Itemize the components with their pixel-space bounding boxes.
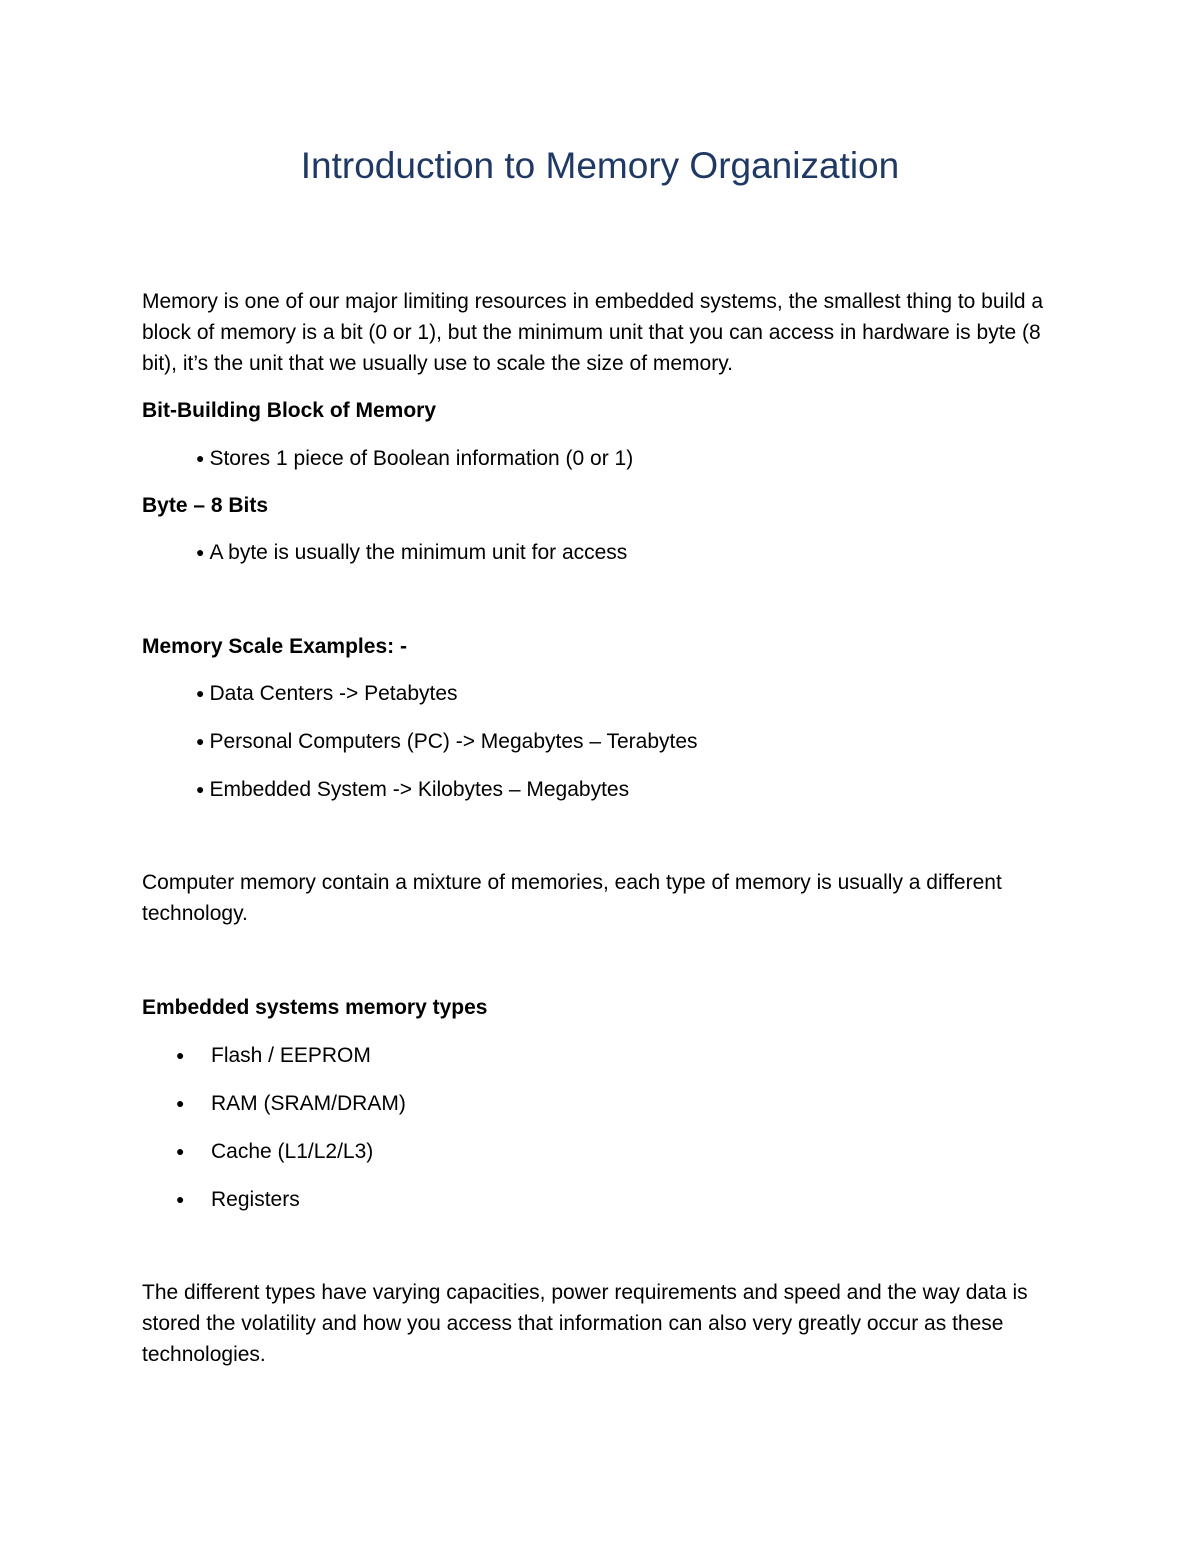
- byte-list-item: [196, 537, 627, 568]
- types-list-item: [176, 1184, 300, 1215]
- types-list-item: [176, 1136, 373, 1167]
- list-item-text: Personal Computers (PC) -> Megabytes – Terabytes: [209, 730, 698, 753]
- closing-paragraph: The different types have varying capacities, power requirements and speed and the way data is stored the volatility and how you access that information can also very greatly occur as these technologies.: [142, 1281, 1028, 1366]
- types-heading: Embedded systems memory types: [142, 996, 488, 1019]
- bullet-icon: ●: [196, 685, 205, 701]
- mixture-paragraph: Computer memory contain a mixture of memories, each type of memory is usually a different technology.: [142, 871, 1002, 925]
- bullet-icon: ●: [176, 1143, 185, 1159]
- list-item-text: Embedded System -> Kilobytes – Megabytes: [209, 778, 630, 801]
- document-title: Introduction to Memory Organization: [300, 145, 900, 186]
- byte-heading: Byte – 8 Bits: [142, 494, 269, 517]
- list-item-text: A byte is usually the minimum unit for access: [209, 541, 628, 564]
- bullet-icon: ●: [196, 781, 205, 797]
- scale-heading: Memory Scale Examples: -: [142, 635, 407, 658]
- bit-heading: Bit-Building Block of Memory: [142, 399, 436, 422]
- bit-list-item: [196, 443, 633, 474]
- list-item-text: RAM (SRAM/DRAM): [211, 1092, 406, 1115]
- list-item-text: Stores 1 piece of Boolean information (0 or 1): [209, 447, 634, 470]
- types-list-item: [176, 1040, 371, 1071]
- bullet-icon: ●: [196, 733, 205, 749]
- intro-paragraph: Memory is one of our major limiting resources in embedded systems, the smallest thing to build a block of memory is a bit (0 or 1), but the minimum unit that you can access in hardware is byte (8 bit), it’s the unit that we usually use to scale the size of memory.: [142, 290, 1044, 375]
- types-list-item: [176, 1088, 406, 1119]
- bullet-icon: ●: [196, 544, 205, 560]
- scale-list-item: [196, 678, 458, 709]
- bullet-icon: ●: [176, 1191, 185, 1207]
- bullet-icon: ●: [176, 1047, 185, 1063]
- scale-list-item: [196, 726, 698, 757]
- bullet-icon: ●: [176, 1095, 185, 1111]
- list-item-text: Registers: [211, 1188, 300, 1211]
- list-item-text: Data Centers -> Petabytes: [209, 682, 458, 705]
- list-item-text: Flash / EEPROM: [211, 1044, 371, 1067]
- scale-list-item: [196, 774, 629, 805]
- bullet-icon: ●: [196, 450, 205, 466]
- list-item-text: Cache (L1/L2/L3): [211, 1140, 374, 1163]
